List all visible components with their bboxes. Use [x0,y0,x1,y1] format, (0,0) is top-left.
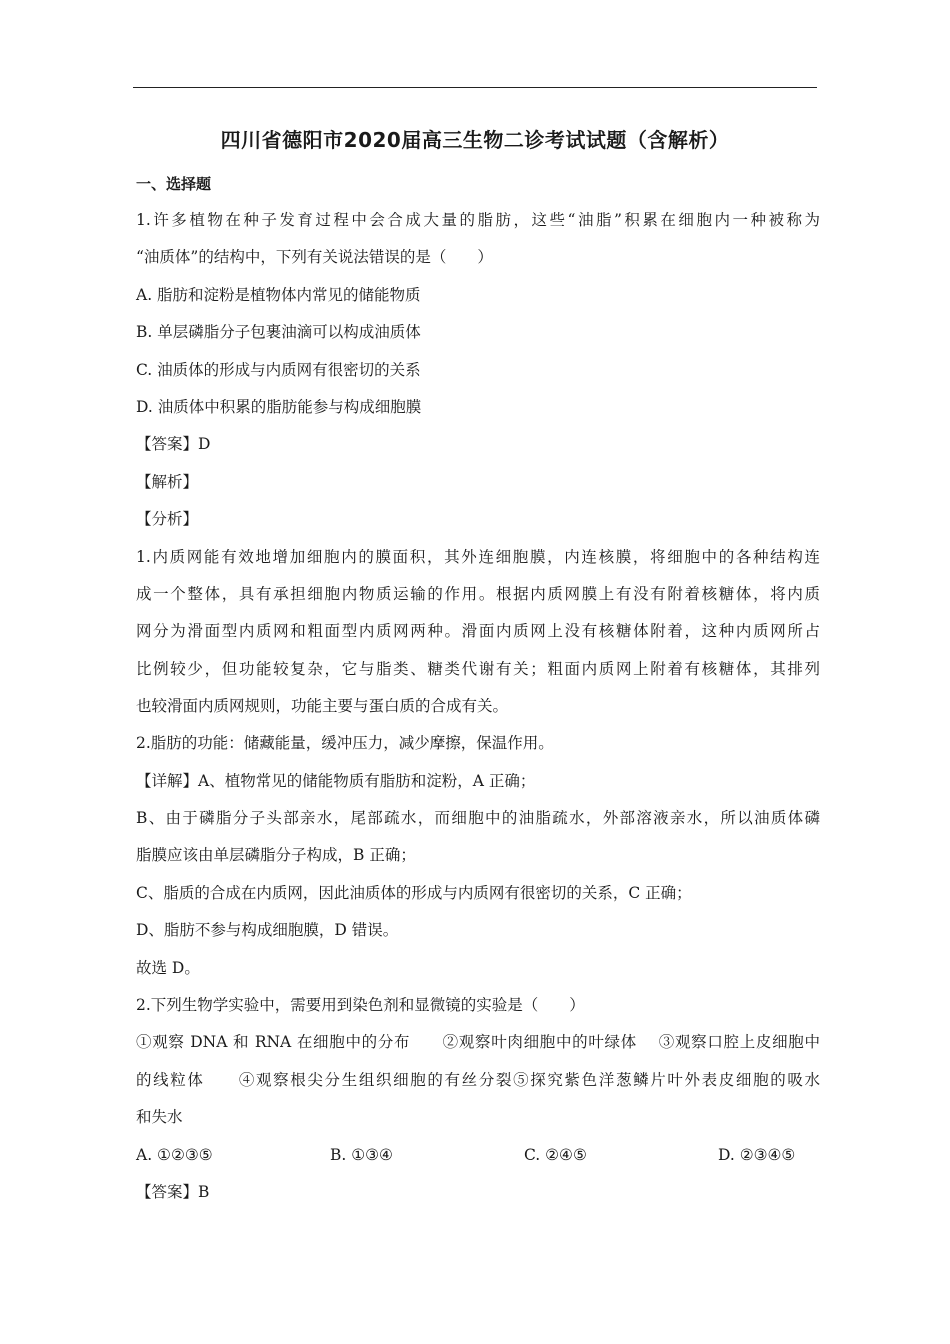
q1-fenxi-label: 【分析】 [136,510,199,528]
q1-stem-line-1: 1.许多植物在种子发育过程中会合成大量的脂肪，这些“油脂”积累在细胞内一种被称为 [136,211,820,229]
q1-detail-line-1: 【详解】A、植物常见的储能物质有脂肪和淀粉，A 正确； [136,772,536,790]
q1-option-a: A. 脂肪和淀粉是植物体内常见的储能物质 [136,286,421,304]
q1-analysis-line-6: 2.脂肪的功能：储藏能量，缓冲压力，减少摩擦，保温作用。 [136,734,554,752]
q1-analysis-line-2: 成一个整体，具有承担细胞内物质运输的作用。根据内质网膜上有没有附着核糖体，将内质 [136,585,820,603]
section-heading: 一、选择题 [136,175,212,193]
q2-option-d: D. ②③④⑤ [718,1146,796,1164]
q1-analysis-line-5: 也较滑面内质网规则，功能主要与蛋白质的合成有关。 [136,697,509,715]
q1-analysis-line-3: 网分为滑面型内质网和粗面型内质网两种。滑面内质网上没有核糖体附着，这种内质网所占 [136,622,820,640]
q1-stem-line-2: “油质体”的结构中，下列有关说法错误的是（ ） [136,248,493,266]
q2-items-line-2: 的线粒体 ④观察根尖分生组织细胞的有丝分裂⑤探究紫色洋葱鳞片叶外表皮细胞的吸水 [136,1071,820,1089]
q1-answer: 【答案】D [136,435,211,453]
q1-analysis-line-4: 比例较少，但功能较复杂，它与脂类、糖类代谢有关；粗面内质网上附着有核糖体，其排列 [136,660,820,678]
q2-option-a: A. ①②③⑤ [136,1146,213,1164]
q2-stem: 2.下列生物学实验中，需要用到染色剂和显微镜的实验是（ ） [136,996,585,1014]
q1-detail-line-4: C、脂质的合成在内质网，因此油质体的形成与内质网有很密切的关系，C 正确； [136,884,692,902]
q1-detail-line-2: B、由于磷脂分子头部亲水，尾部疏水，而细胞中的油脂疏水，外部溶液亲水，所以油质体磷 [136,809,820,827]
q1-option-c: C. 油质体的形成与内质网有很密切的关系 [136,361,421,379]
q1-detail-line-5: D、脂肪不参与构成细胞膜，D 错误。 [136,921,399,939]
q2-option-b: B. ①③④ [330,1146,393,1164]
q2-items-line-3: 和失水 [136,1108,183,1126]
q1-conclusion: 故选 D。 [136,959,200,977]
q1-option-b: B. 单层磷脂分子包裹油滴可以构成油质体 [136,323,421,341]
q1-detail-line-3: 脂膜应该由单层磷脂分子构成，B 正确； [136,846,416,864]
q2-option-c: C. ②④⑤ [524,1146,587,1164]
header-rule [133,87,817,88]
q1-jiexi-label: 【解析】 [136,473,199,491]
q2-answer: 【答案】B [136,1183,210,1201]
q2-items-line-1: ①观察 DNA 和 RNA 在细胞中的分布 ②观察叶肉细胞中的叶绿体 ③观察口腔上皮细胞中 [136,1033,820,1051]
document-title: 四川省德阳市2020届高三生物二诊考试试题（含解析） [220,128,730,152]
q1-option-d: D. 油质体中积累的脂肪能参与构成细胞膜 [136,398,422,416]
q1-analysis-line-1: 1.内质网能有效地增加细胞内的膜面积，其外连细胞膜，内连核膜，将细胞中的各种结构连 [136,548,820,566]
